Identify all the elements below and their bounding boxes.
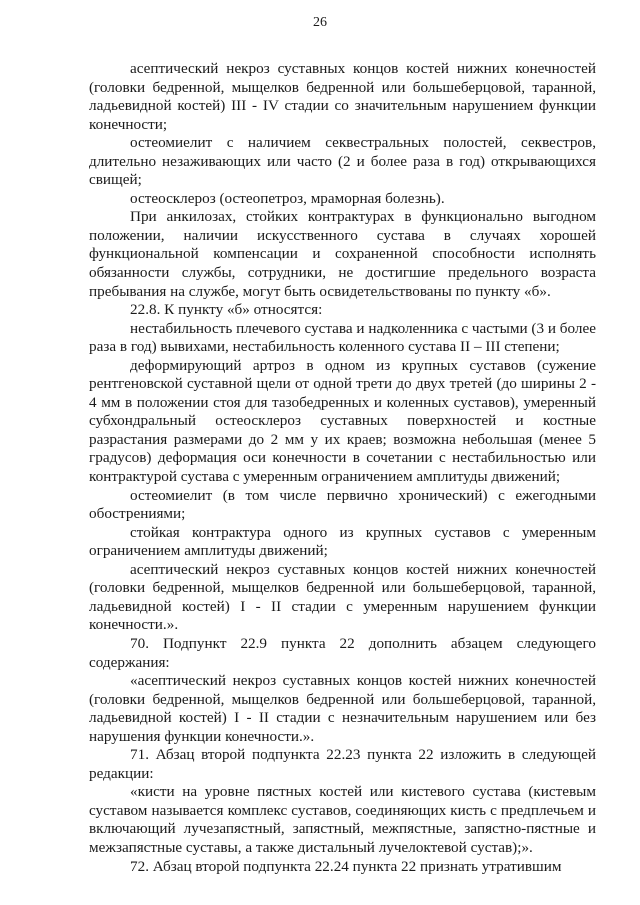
paragraph-item-70: 70. Подпункт 22.9 пункта 22 дополнить абзацем следующего содержания: <box>89 634 596 671</box>
paragraph-22-8-heading: 22.8. К пункту «б» относятся: <box>130 301 323 319</box>
paragraph-necrosis-stage-1-2-moderate: асептический некроз суставных концов костей нижних конечностей (головки бедренной, мыщелков бедренной или большеберцовой, таранной, ладьевидной костей) I - II стадии с умеренным нарушением функции конечности.». <box>89 560 596 634</box>
paragraph-osteomyelitis-sequestra: остеомиелит с наличием секвестральных полостей, секвестров, длительно незаживающих или часто (2 и более раза в год) открывающихся свищей; <box>89 134 596 189</box>
paragraph-instability: нестабильность плечевого сустава и надколенника с частыми (3 и более раза в год) вывихами, нестабильность коленного сустава II – III степени; <box>89 319 596 356</box>
paragraph-necrosis-stage-3-4: асептический некроз суставных концов костей нижних конечностей (головки бедренной, мыщелков бедренной или большеберцовой, таранной, ладьевидной костей) III - IV стадии со значительным нарушением функции конечности; <box>89 60 596 133</box>
paragraph-item-72: 72. Абзац второй подпункта 22.24 пункта 22 признать утратившим <box>130 857 562 875</box>
paragraph-item-71: 71. Абзац второй подпункта 22.23 пункта 22 изложить в следующей редакции: <box>89 746 596 782</box>
page-number: 26 <box>313 15 327 30</box>
paragraph-osteomyelitis-annual: остеомиелит (в том числе первично хронический) с ежегодными обострениями; <box>89 486 596 523</box>
paragraph-deforming-arthrosis: деформирующий артроз в одном из крупных суставов (сужение рентгеновской суставной щели от одной трети до двух третей (до ширины 2 - 4 мм в положении стоя для тазобедренных и коленных суставов), умеренный субхондральный остеосклероз суставных поверхностей и костные разрастания размерами до 2 мм у их краев; возможна небольшая (менее 5 градусов) деформация оси конечности в сочетании с нестабильностью или контрактурой сустава с умеренным ограничением амплитуды движений; <box>89 356 596 486</box>
paragraph-hand-wrist: «кисти на уровне пястных костей или кистевого сустава (кистевым суставом называется комплекс суставов, соединяющих кисть с предплечьем и включающий лучезапястный, запястный, межпястные, запястно-пястные и межзапястные суставы, а также дистальный лучелоктевой сустав);». <box>89 783 596 856</box>
document-body <box>89 60 596 876</box>
paragraph-contracture: стойкая контрактура одного из крупных суставов с умеренным ограничением амплитуды движений; <box>89 523 596 560</box>
paragraph-ankylosis: При анкилозах, стойких контрактурах в функционально выгодном положении, наличии искусственного сустава в случаях хорошей функциональной компенсации и сохраненной способности исполнять обязанности службы, сотрудники, не достигшие предельного возраста пребывания на службе, могут быть освидетельствованы по пункту «б». <box>89 208 596 300</box>
paragraph-necrosis-stage-1-2-minor: «асептический некроз суставных концов костей нижних конечностей (головки бедренной, мыщелков бедренной или большеберцовой, таранной, ладьевидной костей) I - II стадии с незначительным нарушением или без нарушения функции конечности.». <box>89 672 596 745</box>
paragraph-osteosclerosis: остеосклероз (остеопетроз, мраморная болезнь). <box>130 189 445 207</box>
